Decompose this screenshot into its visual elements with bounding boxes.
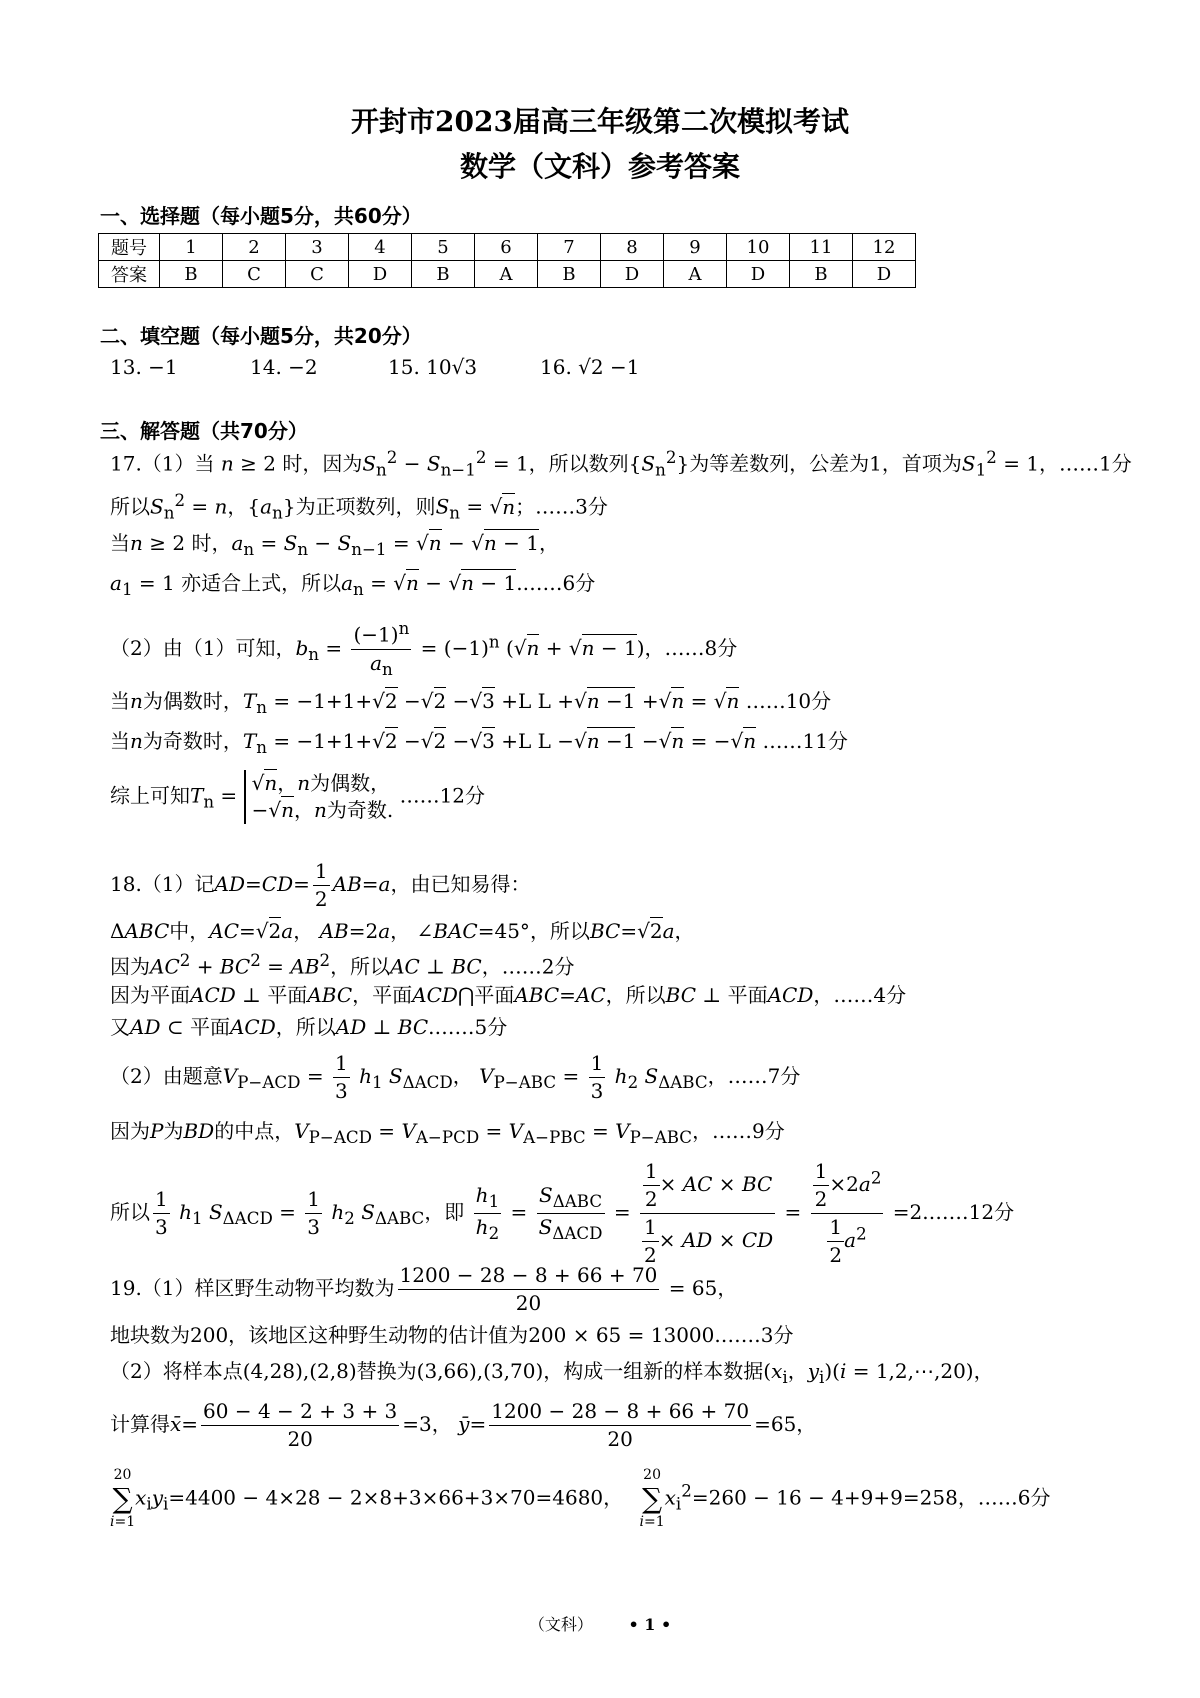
answer-cell: C [223,261,286,288]
answer-cell: B [160,261,223,288]
fill-item-14: 14. −2 [250,355,318,379]
answer-cell: B [412,261,475,288]
p17-line4: $a_1 = 1$ 亦适合上式，所以$a_n = √n - √n$ − 1.……6分 [110,571,596,599]
question-number: 3 [286,234,349,261]
section1-heading: 一、选择题（每小题5分，共60分） [100,204,422,228]
p17-line1: 17.（1）当 n ≥ 2 时，因为$S_n^2 - S_{n-1}^2 = 1$，所以数列$\{S_n^2\}$为等差数列，公差为1，首项为$S_1^2 = 1$，……1分 [110,448,1132,480]
fill-item-13: 13. −1 [110,355,178,379]
table-row [99,234,916,261]
p18-line5: 又AD ⊂ 平面ACD，所以AD ⊥ BC.……5分 [110,1015,508,1039]
p19-line4: 计算得x̄= $\frac{60 - 4 - 2 + 3 + 3}{20}$ =3， ȳ= $\frac{1200 - 28 - 8 + 66 + 70}{20}$ =65， [110,1399,817,1451]
p17-line8: 综上可知$T_n$ = √n，n为偶数， −√n，n为奇数. ……12分 [110,771,486,822]
p19-line3: （2）将样本点(4,28),(2,8)替换为(3,66),(3,70)，构成一组新的样本数据($x_i$，$y_i)(i$ = 1,2,⋯,20)， [110,1359,994,1387]
page-title: 开封市2023届高三年级第二次模拟考试 [351,105,849,138]
footer-label: （文科） [528,1615,593,1634]
question-number: 7 [538,234,601,261]
question-number: 5 [412,234,475,261]
question-number: 9 [664,234,727,261]
question-number: 10 [727,234,790,261]
p18-line1: 18.（1）记AD=CD= $\frac{1}{2}$ AB=a，由已知易得： [110,859,531,911]
page-subtitle: 数学（文科）参考答案 [459,150,740,183]
fill-item-16: 16. √2 −1 [540,355,640,379]
page-number: • 1 • [628,1615,672,1634]
answer-cell: D [601,261,664,288]
answer-cell: B [538,261,601,288]
row-label-question: 题号 [99,234,160,261]
question-number: 11 [790,234,853,261]
answer-cell: B [790,261,853,288]
section3-heading: 三、解答题（共70分） [100,419,308,443]
p18-line7: 因为P为BD的中点，$V_{P-ACD} = V_{A-PCD} = V_{A-PBC} = V_{P-ABC}$，……9分 [110,1119,785,1147]
question-number: 2 [223,234,286,261]
answer-cell: A [475,261,538,288]
fill-item-15: 15. 10√3 [388,355,478,379]
page-footer [0,1612,1200,1635]
p17-line3: 当n ≥ 2 时，$a_n = S_n - S_{n-1} = √n - √n - 1$， [110,531,559,559]
p17-line6: 当n为偶数时，$T_n = -1+1+√2 -√2 -√3 +L$ L +√n −1 +√n = √n ……10分 [110,689,832,717]
row-label-answer: 答案 [99,261,160,288]
p18-line6: （2）由题意$V_{P-ACD}$ = $\frac{1}{3}$ $h_1$ $S_{\Delta ACD}$， $V_{P-ABC}$ = $\frac{1}{3}$ $h_2$ $S_{\Delta ABC}$，……7分 [110,1051,801,1103]
p18-line3: 因为$AC^2 + BC^2 = AB^2$，所以AC ⊥ BC，……2分 [110,951,575,979]
p19-line5: 20 ∑ i=1 $x_iy_i=4400 - 4\times 28 - 2\times 8+3\times 66+3\times 70=4680$， 20 ∑ i=1 $x_i^2=260 - 16 - 4+9+9=258$，……6分 [110,1467,1051,1530]
p17-line7: 当n为奇数时，$T_n = -1+1+√2 -√2 -√3 +L$ L −√n −1 −√n = −√n ……11分 [110,729,848,757]
p17-line2: 所以$S_n^2 = n$，$\{a_n\}$为正项数列，则$S_n = √n$；……3分 [110,491,608,523]
question-number: 8 [601,234,664,261]
answer-cell: D [853,261,916,288]
p18-line4: 因为平面ACD ⊥ 平面ABC，平面ACD⋂平面ABC=AC，所以BC ⊥ 平面ACD，……4分 [110,983,907,1007]
p18-line8: 所以 $\frac{1}{3}$ $h_1$ $S_{\Delta ACD}$ = $\frac{1}{3}$ $h_2$ $S_{\Delta ABC}$，即 $\frac{h_1}{h_2}$ = $\frac{S_{\Delta ABC}}{S_{\Delta ACD}}$ = $\frac{1}{2}$ × AC × BC $\frac{1}{2}$ × AD × CD = $\frac{1}{2}$ $\times 2a^2$ $\frac{1}{2}$ $a^2$ =2.……12分 [110,1159,1015,1267]
question-number: 4 [349,234,412,261]
section2-heading: 二、填空题（每小题5分，共20分） [100,324,422,348]
question-number: 6 [475,234,538,261]
answer-cell: D [727,261,790,288]
p18-line2: ΔABC中，AC=√2a， AB=2a， ∠BAC=45°，所以BC=√2a， [110,919,695,943]
answer-cell: C [286,261,349,288]
answer-cell: A [664,261,727,288]
p19-line2: 地块数为200，该地区这种野生动物的估计值为200 × 65 = 13000.……3分 [110,1323,794,1347]
question-number: 1 [160,234,223,261]
question-number: 12 [853,234,916,261]
p17-line5: （2）由（1）可知，$b_n$ = $\frac{(-1)^n}{a_n}$ = $(-1)^n$ (√n + √n − 1)，……8分 [110,619,738,679]
answer-cell: D [349,261,412,288]
table-row [99,261,916,288]
answer-table [98,233,916,288]
p19-line1: 19.（1）样区野生动物平均数为 $\frac{1200 - 28 - 8 + 66 + 70}{20}$ = 65， [110,1263,738,1315]
